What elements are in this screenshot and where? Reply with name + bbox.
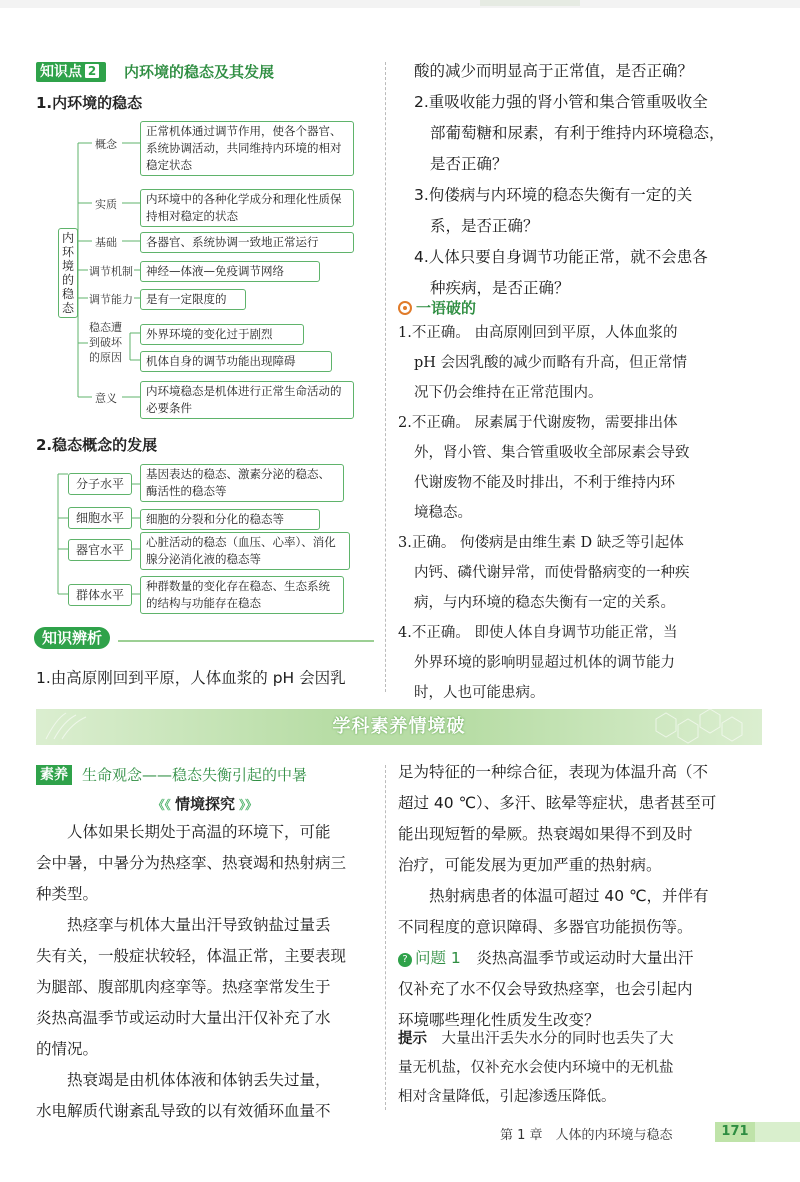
concept-map-root: 内 环 境 的 稳 态: [58, 228, 78, 318]
level-population-text: 种群数量的变化存在稳态、生态系统的结构与功能存在稳态: [140, 576, 344, 614]
level-population: 群体水平: [68, 584, 132, 606]
node-label-capacity: 调节能力: [89, 293, 133, 306]
footer-bar: [755, 1122, 800, 1142]
scenario-left-text: 人体如果长期处于高温的环境下，可能 会中暑，中暑分为热痉挛、热衰竭和热射病三 种类型。 热痉挛与机体大量出汗导致钠盐过量丢 失有关，一般症状较轻，体温正常，主要表现 为腿部、腹部肌肉痉挛等。热痉挛常发生于 炎热高温季节或运动时大量出汗仅补充了水 的情况。 热衰竭是由机体体液和体钠丢失过量， 水电解质代谢紊乱导致的以有效循环血量不: [36, 823, 347, 1120]
node-box-basis: 各器官、系统协调一致地正常运行: [140, 232, 354, 253]
node-box-cause-2: 机体自身的调节功能出现障碍: [140, 351, 332, 372]
node-label-mechanism: 调节机制: [89, 265, 133, 278]
scenario-heading: 《《 情境探究 》》: [152, 795, 258, 813]
level-molecular: 分子水平: [68, 473, 132, 495]
zhishi-q1-start: 1.由高原刚回到平原，人体血浆的 pH 会因乳: [36, 669, 346, 687]
part2-heading: 2.稳态概念的发展: [36, 436, 158, 454]
node-label-essence: 实质: [95, 198, 117, 211]
chapter-footer: 第 1 章 人体的内环境与稳态: [500, 1128, 673, 1143]
column-divider-top: [385, 62, 386, 692]
zhishi-bianxi-badge: 知识辨析: [34, 627, 110, 649]
target-icon: [398, 301, 412, 315]
node-label-cause: 稳态遭到破坏的原因: [89, 321, 122, 364]
scenario-right-text: 足为特征的一种综合征，表现为体温升高（不 超过 40 ℃）、多汗、眩晕等症状，患者甚至可 能出现短暂的晕厥。热衰竭如果得不到及时 治疗，可能发展为更加严重的热射病。 热射病患者的体温可超过 40 ℃，并伴有 不同程度的意识障碍、多器官功能损伤等。: [398, 763, 717, 936]
level-organ: 器官水平: [68, 539, 132, 561]
suyang-title: 生命观念——稳态失衡引起的中暑: [82, 766, 308, 784]
hint: 提示 大量出汗丢失水分的同时也丢失了大 量无机盐，仅补充水会使内环境中的无机盐 相对含量降低，引起渗透压降低。: [398, 1031, 674, 1105]
level-molecular-text: 基因表达的稳态、激素分泌的稳态、酶活性的稳态等: [140, 464, 344, 502]
node-box-concept: 正常机体通过调节作用，使各个器官、系统协调活动，共同维持内环境的相对稳定状态: [140, 121, 354, 176]
page-number: 171: [715, 1122, 755, 1142]
knowledge-point-badge: 知识点 2: [36, 62, 106, 82]
yiyu-poding-heading: 一语破的: [398, 297, 476, 318]
right-column-answers: 1.不正确。 由高原刚回到平原，人体血浆的 pH 会因乳酸的减少而略有升高，但正常情 况下仍会维持在正常范围内。 2.不正确。 尿素属于代谢废物，需要排出体 外，肾小管、集合管重吸收全部尿素会导致 代谢废物不能及时排出，不利于维持内环 境稳态。 3.正确。 佝偻病是由维生素 D 缺乏等引起体 内钙、磷代谢异常，而使骨骼病变的一种疾 病，与内环境的稳态失衡有一定的关系。 4.不正确。 即使人体自身调节功能正常，当 外界环境的影响明显超过机体的调节能力 时，人也可能患病。: [398, 325, 690, 701]
node-label-significance: 意义: [95, 392, 117, 405]
level-cellular-text: 细胞的分裂和分化的稳态等: [140, 509, 320, 530]
node-label-basis: 基础: [95, 236, 117, 249]
node-box-cause-1: 外界环境的变化过于剧烈: [140, 324, 304, 345]
question-1: ? 问题 1 炎热高温季节或运动时大量出汗 仅补充了水不仅会导致热痉挛，也会引起内 环境哪些理化性质发生改变？: [398, 949, 694, 1029]
suyang-badge: 素养: [36, 765, 72, 785]
zhishi-underline: [118, 640, 374, 642]
knowledge-point-number: 2: [84, 63, 100, 79]
banner-title: 学科素养情境破: [332, 716, 466, 737]
right-column-questions: 酸的减少而明显高于正常值，是否正确？ 2.重吸收能力强的肾小管和集合管重吸收全 部葡萄糖和尿素，有利于维持内环境稳态， 是否正确？ 3.佝偻病与内环境的稳态失衡有一定的关 系，是否正确？ 4.人体只要自身调节功能正常，就不会患各 种疾病，是否正确？: [414, 62, 725, 297]
section-title: 内环境的稳态及其发展: [124, 63, 275, 81]
node-label-concept: 概念: [95, 138, 117, 151]
part1-heading: 1.内环境的稳态: [36, 94, 143, 112]
hint-label: 提示: [398, 1031, 427, 1047]
level-cellular: 细胞水平: [68, 507, 132, 529]
level-organ-text: 心脏活动的稳态（血压、心率）、消化腺分泌消化液的稳态等: [140, 532, 350, 570]
question-icon: ?: [398, 953, 412, 967]
node-box-mechanism: 神经—体液—免疫调节网络: [140, 261, 320, 282]
node-box-capacity: 是有一定限度的: [140, 289, 246, 310]
node-box-significance: 内环境稳态是机体进行正常生命活动的必要条件: [140, 381, 354, 419]
node-box-essence: 内环境中的各种化学成分和理化性质保持相对稳定的状态: [140, 189, 354, 227]
